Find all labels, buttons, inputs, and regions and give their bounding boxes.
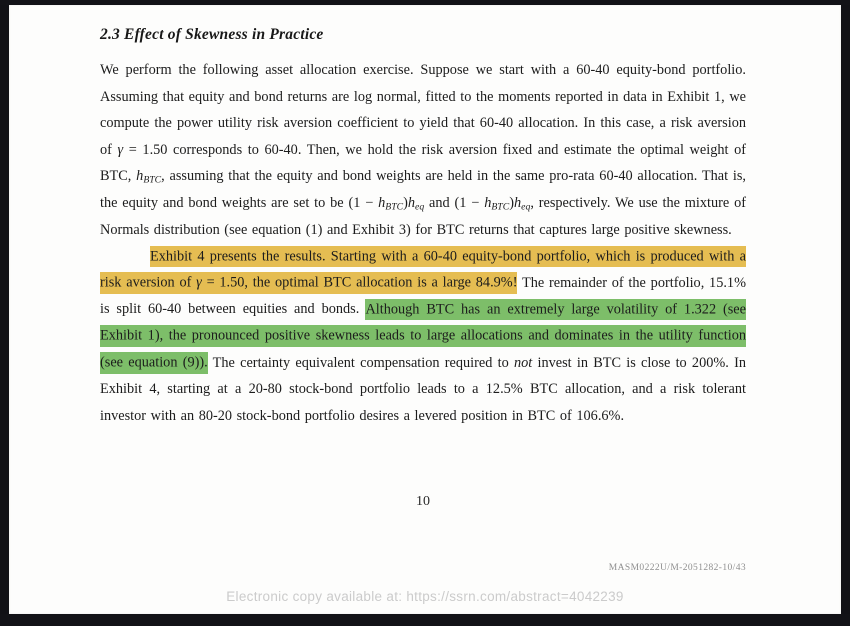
text-segment: h <box>484 194 492 211</box>
text-segment: and (1 − <box>424 194 485 211</box>
text-segment: h <box>378 194 386 211</box>
text-segment: = 1.50 corresponds to 60-40. Then, we hold the risk aversion fixed and estimate the optimal weight of BTC, <box>100 141 746 185</box>
text-segment: BTC <box>491 201 510 213</box>
paragraph <box>100 57 746 243</box>
body-paragraphs <box>100 57 746 429</box>
text-segment: h <box>407 194 416 211</box>
text-segment: invest in BTC is close to 200%. In Exhibit 4, starting at a 20-80 stock-bond portfolio leads to a 12.5% BTC allocation, and a risk tolerant investor with an 80-20 stock-bond portfolio desires a levered position in BTC of 106.6%. <box>100 354 746 424</box>
text-segment: not <box>513 354 533 371</box>
paper-page <box>9 5 841 614</box>
text-segment: The remainder of the portfolio, 15.1% is split 60-40 between equities and bonds. <box>100 274 746 318</box>
text-segment: BTC <box>143 174 162 186</box>
section-heading: 2.3 Effect of Skewness in Practice <box>100 26 324 43</box>
text-segment: eq <box>415 201 425 213</box>
page-content <box>100 5 746 429</box>
highlighted-text: = 1.50, the optimal BTC allocation is a large 84.9%! <box>202 272 518 294</box>
page-number: 10 <box>416 494 430 509</box>
text-segment: ) <box>509 194 514 211</box>
text-segment: , assuming that the equity and bond weights are held in the same pro-rata 60-40 allocation. That is, the equity and bond weights are set to be (1 − <box>100 168 746 211</box>
text-segment: The certainty equivalent compensation required to <box>207 354 514 371</box>
highlighted-text: Although BTC has an extremely large volatility of 1.322 (see Exhibit 1), the pronounced positive skewness leads to large allocations and dominates in the utility function (see equation (9)). <box>100 299 746 374</box>
text-segment: ) <box>403 194 408 211</box>
text-segment: BTC <box>385 201 404 213</box>
highlighted-text: Exhibit 4 presents the results. Starting with a 60-40 equity-bond portfolio, which is produced with a risk aversion of <box>100 246 746 294</box>
scan-edge-bottom <box>0 614 850 626</box>
text-segment: eq <box>521 201 531 213</box>
text-segment: We perform the following asset allocation exercise. Suppose we start with a 60-40 equity-bond portfolio. Assuming that equity and bond returns are log normal, fitted to the moments reported in data in Exhibit 1, we compute the power utility risk aversion coefficient to yield that 60-40 allocation. In this case, a risk aversion of <box>100 62 746 158</box>
highlighted-text: γ <box>196 272 202 294</box>
text-segment: γ <box>117 141 124 158</box>
text-segment: h <box>136 168 144 185</box>
ssrn-footer-text: Electronic copy available at: https://ssrn.com/abstract=4042239 <box>226 589 624 604</box>
text-segment: h <box>513 194 522 211</box>
paragraph <box>100 243 746 429</box>
text-segment: , respectively. We use the mixture of Normals distribution (see equation (1) and Exhibit 3) for BTC returns that captures large positive skewness. <box>100 194 747 238</box>
document-stamp: MASM0222U/M-2051282-10/43 <box>608 563 746 573</box>
